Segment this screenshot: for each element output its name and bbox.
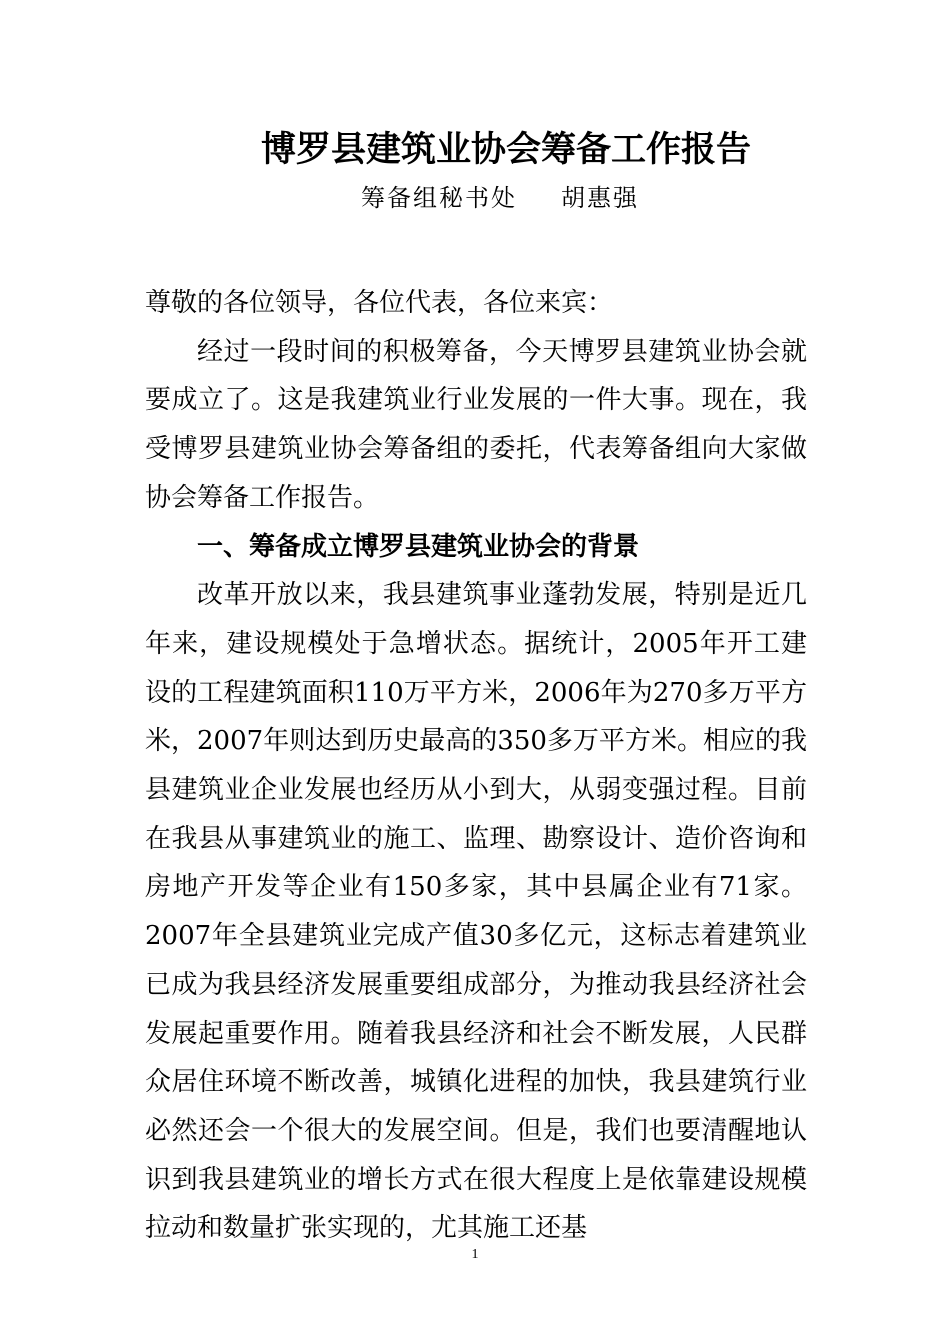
author-name: 胡惠强 bbox=[561, 184, 639, 212]
author-line bbox=[361, 180, 639, 216]
author-org: 筹备组秘书处 bbox=[361, 184, 517, 212]
section-heading: 一、筹备成立博罗县建筑业协会的背景 bbox=[197, 531, 640, 562]
document-title: 博罗县建筑业协会筹备工作报告 bbox=[260, 129, 751, 170]
section-paragraph: 改革开放以来，我县建筑事业蓬勃发展，特别是近几年来，建设规模处于急增状态。据统计，2005年开工建设的工程建筑面积110万平方米，2006年为270多万平方米，2007年则达到历史最高的350多万平方米。相应的我县建筑业企业发展也经历从小到大，从弱变强过程。目前在我县从事建筑业的施工、监理、勘察设计、造价咨询和房地产开发等企业有150多家，其中县属企业有71家。2007年全县建筑业完成产值30多亿元，这标志着建筑业已成为我县经济发展重要组成部分，为推动我县经济社会发展起重要作用。随着我县经济和社会不断发展，人民群众居住环境不断改善，城镇化进程的加快，我县建筑行业必然还会一个很大的发展空间。但是，我们也要清醒地认识到我县建筑业的增长方式在很大程度上是依靠建设规模拉动和数量扩张实现的，尤其施工还基 bbox=[145, 580, 807, 1244]
document-body bbox=[145, 279, 807, 1253]
salutation: 尊敬的各位领导，各位代表，各位来宾： bbox=[145, 288, 614, 318]
page-number: 1 bbox=[471, 1247, 479, 1262]
intro-paragraph: 经过一段时间的积极筹备，今天博罗县建筑业协会就要成立了。这是我建筑业行业发展的一件大事。现在，我受博罗县建筑业协会筹备组的委托，代表筹备组向大家做协会筹备工作报告。 bbox=[145, 336, 807, 513]
